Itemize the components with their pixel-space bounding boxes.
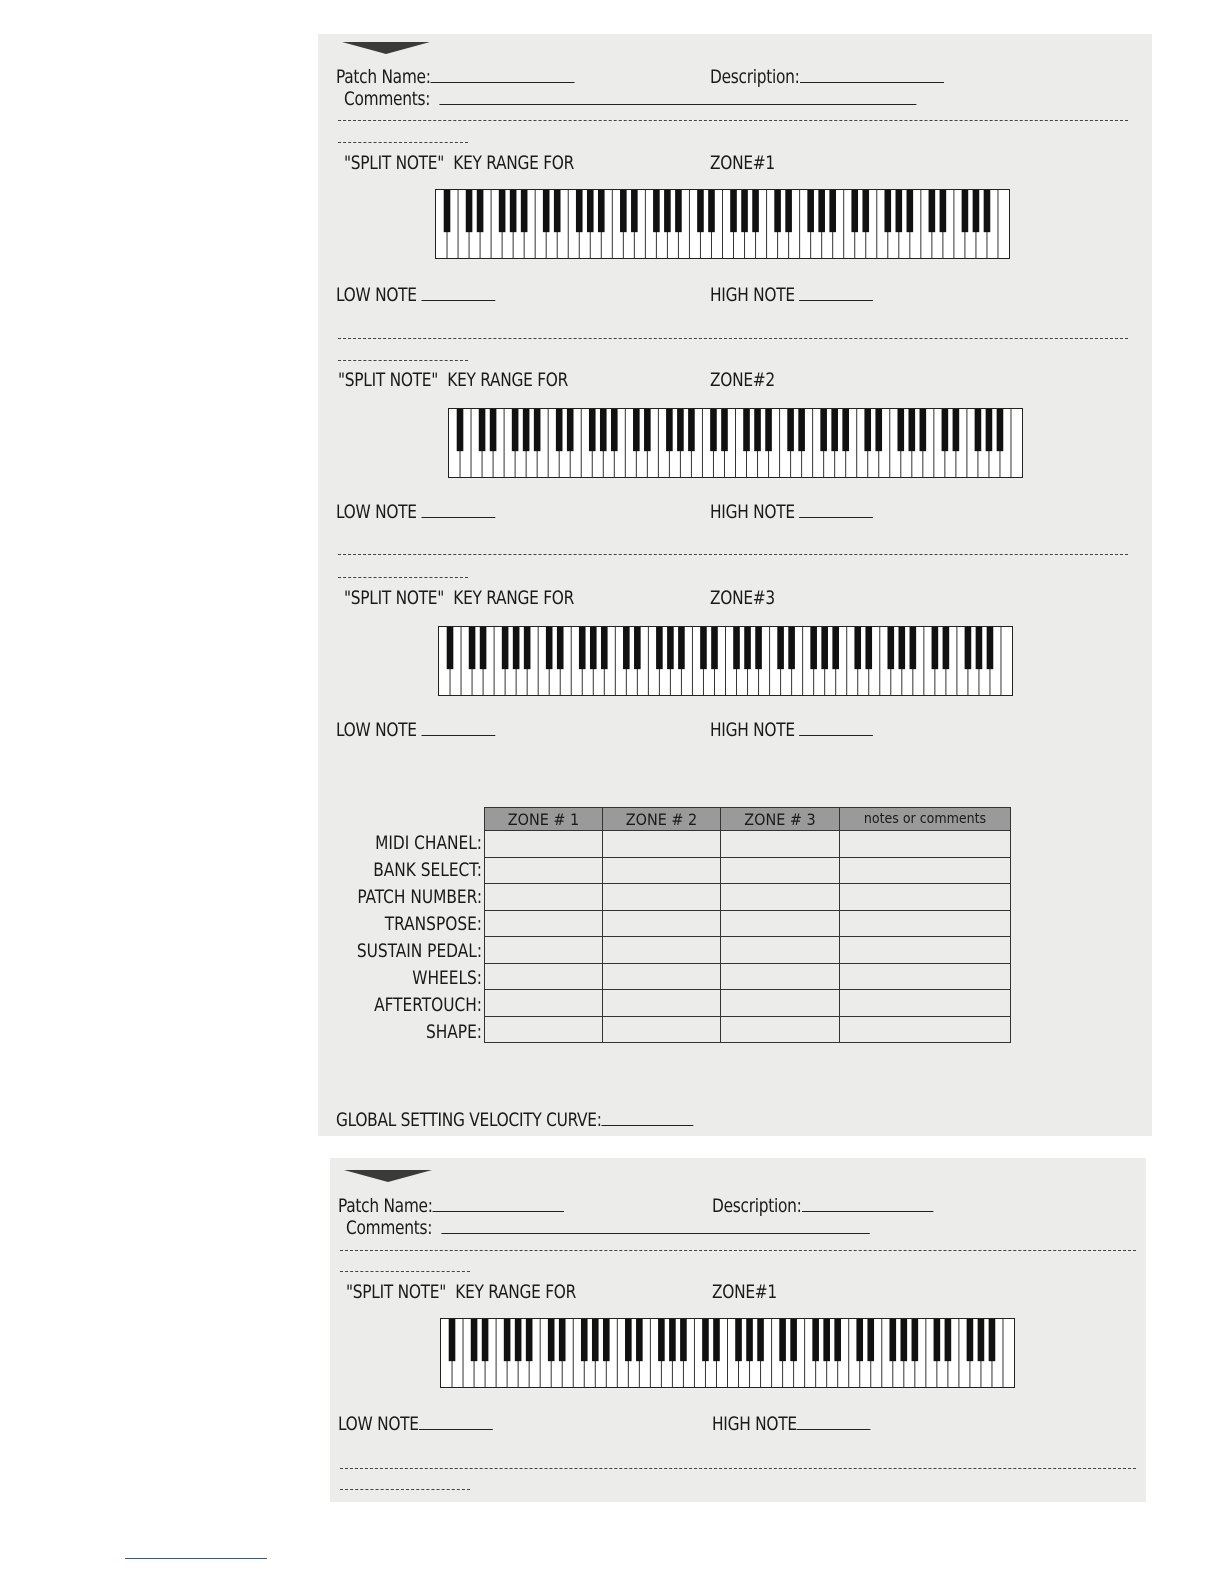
black-key [556,409,563,451]
table-row [485,1016,1011,1043]
black-key [989,1319,996,1361]
table-row [485,884,1011,911]
row-label: PATCH NUMBER: [357,886,482,908]
black-key [899,627,906,669]
black-key [559,1319,566,1361]
table-cell[interactable] [721,884,840,911]
black-key [821,627,828,669]
black-key [790,1319,797,1361]
black-key [587,190,594,232]
table-body [485,831,1011,1043]
black-key [823,1319,830,1361]
black-key [576,190,583,232]
black-key [711,627,718,669]
split-note-heading: "SPLIT NOTE" KEY RANGE FOR [338,369,569,391]
black-key [457,409,464,451]
table-cell[interactable] [840,1016,1011,1043]
keyboard-diagram[interactable] [435,189,1010,259]
black-key [644,409,651,451]
black-key [469,627,476,669]
black-key [867,1319,874,1361]
black-key [984,190,991,232]
black-key [832,627,839,669]
black-key [754,409,761,451]
patch-sheet-1 [318,34,1152,1136]
black-key [755,627,762,669]
table-cell[interactable] [603,857,721,884]
black-key [975,409,982,451]
black-key [623,627,630,669]
row-label: BANK SELECT: [373,859,482,881]
patch-name-field[interactable]: Patch Name: [338,1193,564,1217]
black-key [524,627,531,669]
black-key [820,409,827,451]
black-key [920,409,927,451]
comments-label: Comments: [344,88,431,110]
divider [338,360,468,361]
black-key [787,409,794,451]
black-key [965,627,972,669]
black-key [611,409,618,451]
patch-name-field[interactable] [336,64,575,88]
table-cell[interactable] [840,857,1011,884]
black-key [856,1319,863,1361]
settings-row-labels [334,830,482,1046]
divider [338,142,468,143]
table-cell[interactable] [840,831,1011,858]
black-key [708,190,715,232]
description-label: Description: [710,66,800,88]
zone-label: ZONE#2 [710,369,775,391]
black-key [447,627,454,669]
black-key [667,627,674,669]
divider [338,120,1128,121]
black-key [502,627,509,669]
black-key [702,1319,709,1361]
black-key [907,190,914,232]
row-label: SUSTAIN PEDAL: [356,940,482,962]
black-key [664,190,671,232]
black-key [534,409,541,451]
table-cell[interactable] [485,910,603,937]
divider [338,338,1128,339]
table-cell[interactable] [603,884,721,911]
table-cell[interactable] [485,884,603,911]
black-key [477,190,484,232]
black-key [798,409,805,451]
zone-label: ZONE#3 [710,587,775,609]
black-key [752,190,759,232]
black-key [449,1319,456,1361]
column-header: ZONE # 1 [485,808,603,831]
black-key [831,409,838,451]
black-key [688,409,695,451]
black-key [757,1319,764,1361]
zone-settings-table [484,807,1011,1043]
table-cell[interactable] [485,937,603,964]
black-key [581,1319,588,1361]
black-key [620,190,627,232]
low-note-field[interactable]: LOW NOTE [336,282,495,306]
split-note-heading: "SPLIT NOTE" KEY RANGE FOR [346,1281,577,1303]
table-cell[interactable] [603,937,721,964]
table-cell[interactable] [485,831,603,858]
black-key [592,1319,599,1361]
black-key [598,190,605,232]
divider [338,554,1128,555]
black-key [932,627,939,669]
black-key [875,409,882,451]
black-key [744,627,751,669]
black-key [785,190,792,232]
black-key [901,1319,908,1361]
black-key [896,190,903,232]
table-cell[interactable] [840,990,1011,1017]
low-note-field[interactable]: LOW NOTE [336,499,495,523]
black-key [942,409,949,451]
comments-field[interactable] [344,86,916,110]
table-row [485,990,1011,1017]
black-key [677,409,684,451]
table-cell[interactable] [721,990,840,1017]
split-note-heading: "SPLIT NOTE" KEY RANGE FOR [344,587,575,609]
table-cell[interactable] [603,990,721,1017]
black-key [700,627,707,669]
black-key [557,627,564,669]
table-cell[interactable] [840,884,1011,911]
row-label: WHEELS: [412,967,482,989]
table-row [485,937,1011,964]
velocity-curve-field[interactable]: GLOBAL SETTING VELOCITY CURVE: [336,1107,693,1131]
black-key [889,1319,896,1361]
black-key [865,627,872,669]
table-cell[interactable] [840,963,1011,990]
black-key [471,1319,478,1361]
black-key [962,190,969,232]
row-label: TRANSPOSE: [384,913,482,935]
low-note-field[interactable]: LOW NOTE [338,1411,493,1435]
black-key [603,1319,610,1361]
keyboard-keys [441,1319,1014,1387]
table-header-row [485,808,1011,831]
keyboard-keys [449,409,1022,477]
high-note-field[interactable]: HIGH NOTE [710,282,873,306]
black-key [713,1319,720,1361]
black-key [897,409,904,451]
black-key [864,409,871,451]
black-key [987,627,994,669]
black-key [601,627,608,669]
black-key [479,409,486,451]
black-key [636,1319,643,1361]
divider [340,1468,1136,1469]
black-key [912,1319,919,1361]
black-key [746,1319,753,1361]
black-key [521,190,528,232]
table-cell[interactable] [840,910,1011,937]
black-key [774,190,781,232]
black-key [510,190,517,232]
divider [338,577,468,578]
keyboard-diagram[interactable] [448,408,1023,478]
black-key [834,1319,841,1361]
black-key [777,627,784,669]
black-key [743,409,750,451]
black-key [653,190,660,232]
patch-name-label: Patch Name: [336,66,431,88]
keyboard-diagram[interactable] [440,1318,1015,1388]
zone-label: ZONE#1 [712,1281,777,1303]
keyboard-keys [436,190,1009,258]
footer-rule [125,1558,267,1559]
black-key [466,190,473,232]
black-key [656,627,663,669]
black-key [943,627,950,669]
black-key [631,190,638,232]
black-key [973,190,980,232]
black-key [735,1319,742,1361]
black-key [887,627,894,669]
black-key [675,190,682,232]
black-key [967,1319,974,1361]
table-cell[interactable] [485,1016,603,1043]
black-key [504,1319,511,1361]
arrow-marker-icon [342,42,430,54]
description-field[interactable]: Description: [712,1193,933,1217]
table-cell[interactable] [485,857,603,884]
black-key [666,409,673,451]
black-key [523,409,530,451]
table-cell[interactable] [603,910,721,937]
table-row [485,857,1011,884]
high-note-field[interactable]: HIGH NOTE [710,717,873,741]
black-key [854,627,861,669]
column-header: ZONE # 2 [603,808,721,831]
column-header: ZONE # 3 [721,808,840,831]
black-key [909,409,916,451]
description-field[interactable] [710,64,944,88]
black-key [567,409,574,451]
black-key [953,409,960,451]
black-key [721,409,728,451]
black-key [910,627,917,669]
black-key [710,409,717,451]
black-key [788,627,795,669]
black-key [929,190,936,232]
black-key [818,190,825,232]
black-key [765,409,772,451]
black-key [480,627,487,669]
black-key [733,627,740,669]
table-cell[interactable] [485,963,603,990]
black-key [513,627,520,669]
table-cell[interactable] [721,937,840,964]
row-label: MIDI CHANEL: [375,832,482,854]
black-key [548,1319,555,1361]
black-key [554,190,561,232]
black-key [658,1319,665,1361]
table-cell[interactable] [721,910,840,937]
black-key [779,1319,786,1361]
table-row [485,963,1011,990]
black-key [978,1319,985,1361]
black-key [851,190,858,232]
patch-sheet-2 [330,1158,1146,1502]
black-key [633,409,640,451]
black-key [546,627,553,669]
black-key [884,190,891,232]
high-note-field[interactable]: HIGH NOTE [712,1411,871,1435]
table-cell[interactable] [603,831,721,858]
black-key [590,627,597,669]
black-key [945,1319,952,1361]
black-key [526,1319,533,1361]
black-key [490,409,497,451]
comments-field[interactable]: Comments: [346,1215,870,1239]
table-cell[interactable] [721,963,840,990]
black-key [579,627,586,669]
zone-label: ZONE#1 [710,152,775,174]
black-key [444,190,451,232]
high-note-field[interactable]: HIGH NOTE [710,499,873,523]
black-key [842,409,849,451]
table-row [485,831,1011,858]
black-key [807,190,814,232]
black-key [997,409,1004,451]
black-key [986,409,993,451]
row-label: SHAPE: [425,1021,482,1043]
black-key [634,627,641,669]
black-key [741,190,748,232]
black-key [730,190,737,232]
table-row [485,910,1011,937]
low-note-field[interactable]: LOW NOTE [336,717,495,741]
black-key [680,1319,687,1361]
arrow-marker-icon [344,1170,432,1182]
black-key [862,190,869,232]
black-key [810,627,817,669]
table-cell[interactable] [721,1016,840,1043]
keyboard-diagram[interactable] [438,626,1013,696]
keyboard-keys [439,627,1012,695]
table-cell[interactable] [721,831,840,858]
black-key [976,627,983,669]
split-note-heading: "SPLIT NOTE" KEY RANGE FOR [344,152,575,174]
table-cell[interactable] [603,963,721,990]
divider [340,1271,470,1272]
row-label: AFTERTOUCH: [374,994,482,1016]
black-key [512,409,519,451]
black-key [543,190,550,232]
black-key [940,190,947,232]
black-key [589,409,596,451]
divider [340,1489,470,1490]
column-header: notes or comments [840,808,1011,831]
table-cell[interactable] [721,857,840,884]
table-cell[interactable] [840,937,1011,964]
black-key [678,627,685,669]
black-key [812,1319,819,1361]
divider [340,1250,1136,1251]
black-key [600,409,607,451]
black-key [625,1319,632,1361]
black-key [697,190,704,232]
black-key [669,1319,676,1361]
table-cell[interactable] [603,1016,721,1043]
black-key [482,1319,489,1361]
black-key [499,190,506,232]
table-cell[interactable] [485,990,603,1017]
black-key [515,1319,522,1361]
black-key [829,190,836,232]
black-key [934,1319,941,1361]
